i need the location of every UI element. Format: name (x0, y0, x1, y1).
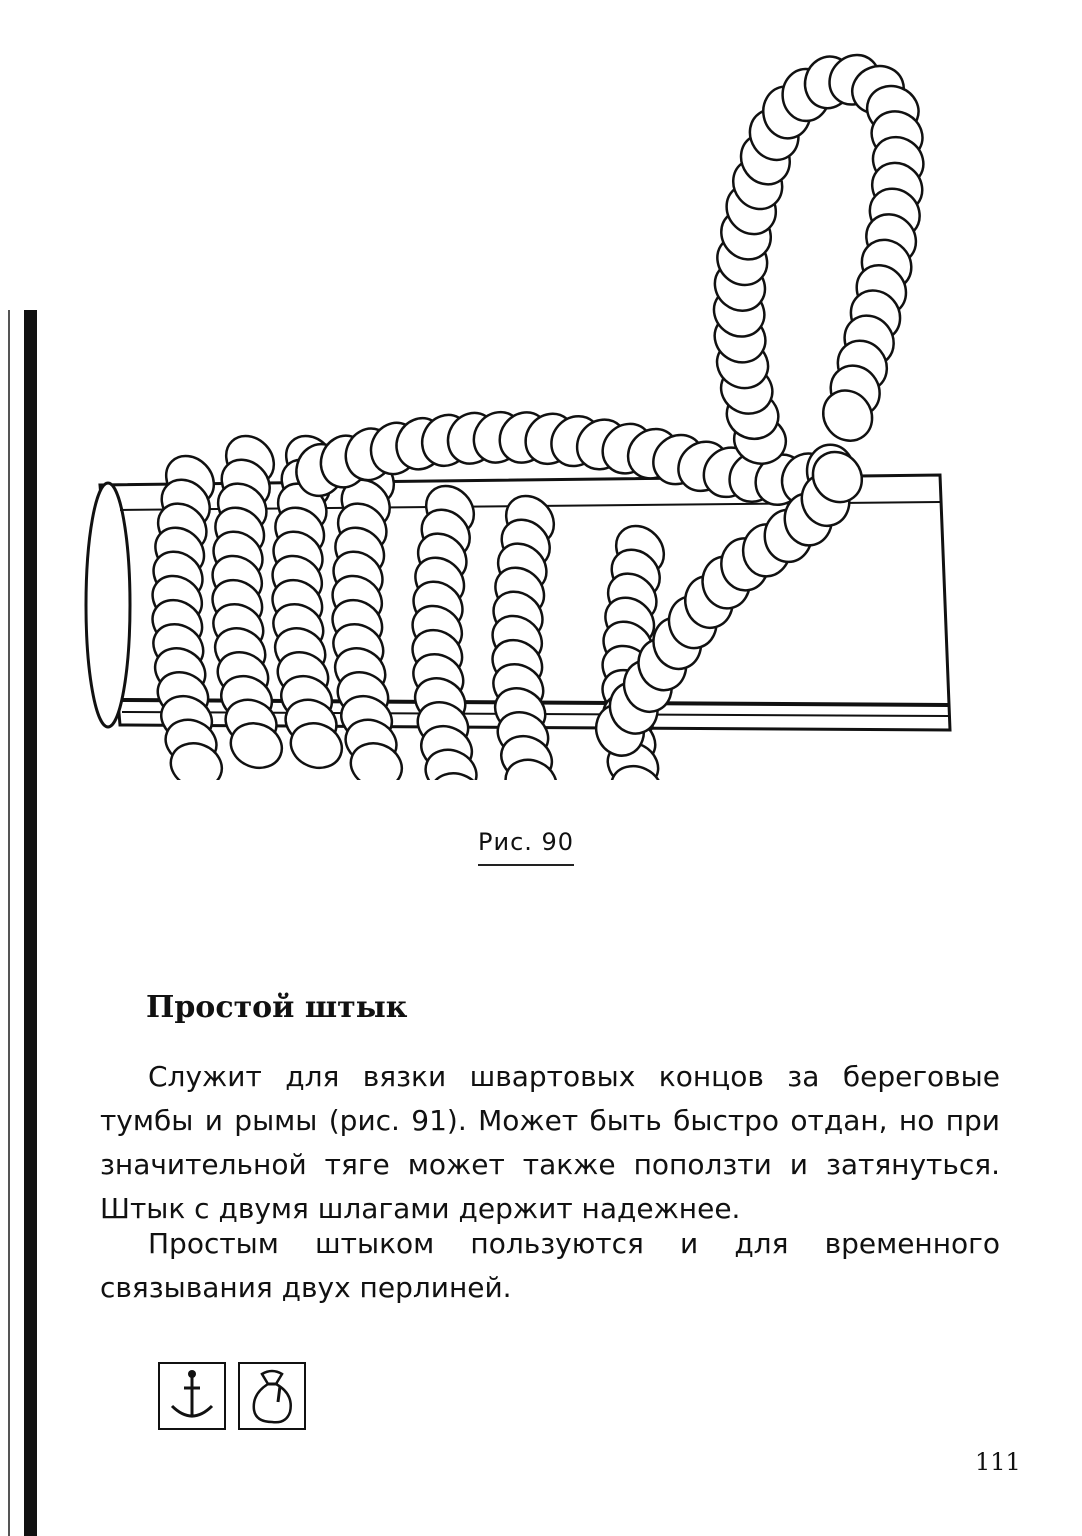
section-heading: Простой штык (146, 990, 408, 1025)
figure-caption: Рис. 90 (478, 828, 575, 856)
caption-underline (478, 864, 574, 866)
paragraph: Простым штыком пользуются и для временного связывания двух перлиней. (100, 1227, 1000, 1304)
anchor-icon (158, 1362, 226, 1430)
knot-illustration (60, 40, 980, 780)
page-edge (8, 310, 10, 1536)
bag-icon (238, 1362, 306, 1430)
page-number: 111 (975, 1448, 1021, 1476)
book-spine-edge (24, 310, 37, 1536)
paragraph: Служит для вязки швартовых концов за береговые тумбы и рымы (рис. 91). Может быть быстро отдан, но при значительной тяге может также поползти и затянуться. Штык с двумя шлагами держит надежнее. (100, 1060, 1000, 1225)
